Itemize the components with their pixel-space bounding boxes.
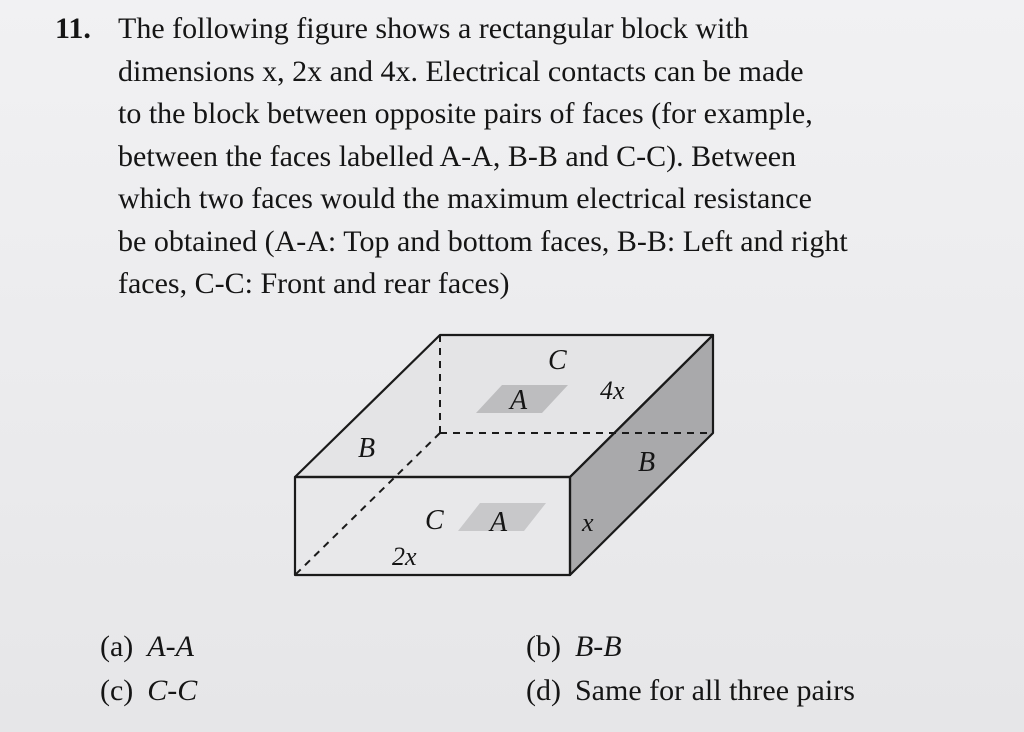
option-value: Same for all three pairs <box>574 674 855 707</box>
question-line: between the faces labelled A-A, B-B and C-C). Between <box>118 139 797 173</box>
option-tag: (c) <box>100 674 134 707</box>
question-line: be obtained (A-A: Top and bottom faces, B-B: Left and right <box>118 224 848 258</box>
label-top-length: 4x <box>600 376 625 405</box>
question-line: The following figure shows a rectangular block with <box>118 12 749 45</box>
question-line: which two faces would the maximum electrical resistance <box>118 182 812 215</box>
label-top-c: C <box>548 345 567 376</box>
option-a[interactable] <box>100 630 194 664</box>
option-tag: (d) <box>526 674 561 707</box>
label-height: x <box>582 508 594 537</box>
label-front-c: C <box>425 505 444 536</box>
option-value: A-A <box>147 630 194 663</box>
option-value: C-C <box>147 674 198 707</box>
question-line: to the block between opposite pairs of faces (for example, <box>118 97 813 130</box>
label-right-b: B <box>638 447 656 478</box>
answer-options <box>100 630 1000 730</box>
option-b[interactable] <box>526 630 622 664</box>
option-c[interactable] <box>100 674 197 708</box>
option-tag: (a) <box>100 630 134 663</box>
block-diagram <box>280 325 740 610</box>
label-width: 2x <box>392 542 417 571</box>
question-number: 11. <box>55 12 91 45</box>
label-left-b: B <box>358 433 376 464</box>
question-line: dimensions x, 2x and 4x. Electrical contacts can be made <box>118 54 804 88</box>
block-figure <box>280 325 740 610</box>
option-tag: (b) <box>526 630 561 663</box>
question-text <box>118 8 988 306</box>
option-d[interactable] <box>526 674 855 708</box>
label-front-a: A <box>490 507 508 538</box>
option-value: B-B <box>574 630 622 663</box>
label-top-a: A <box>510 385 528 416</box>
question-line: faces, C-C: Front and rear faces) <box>118 267 510 300</box>
